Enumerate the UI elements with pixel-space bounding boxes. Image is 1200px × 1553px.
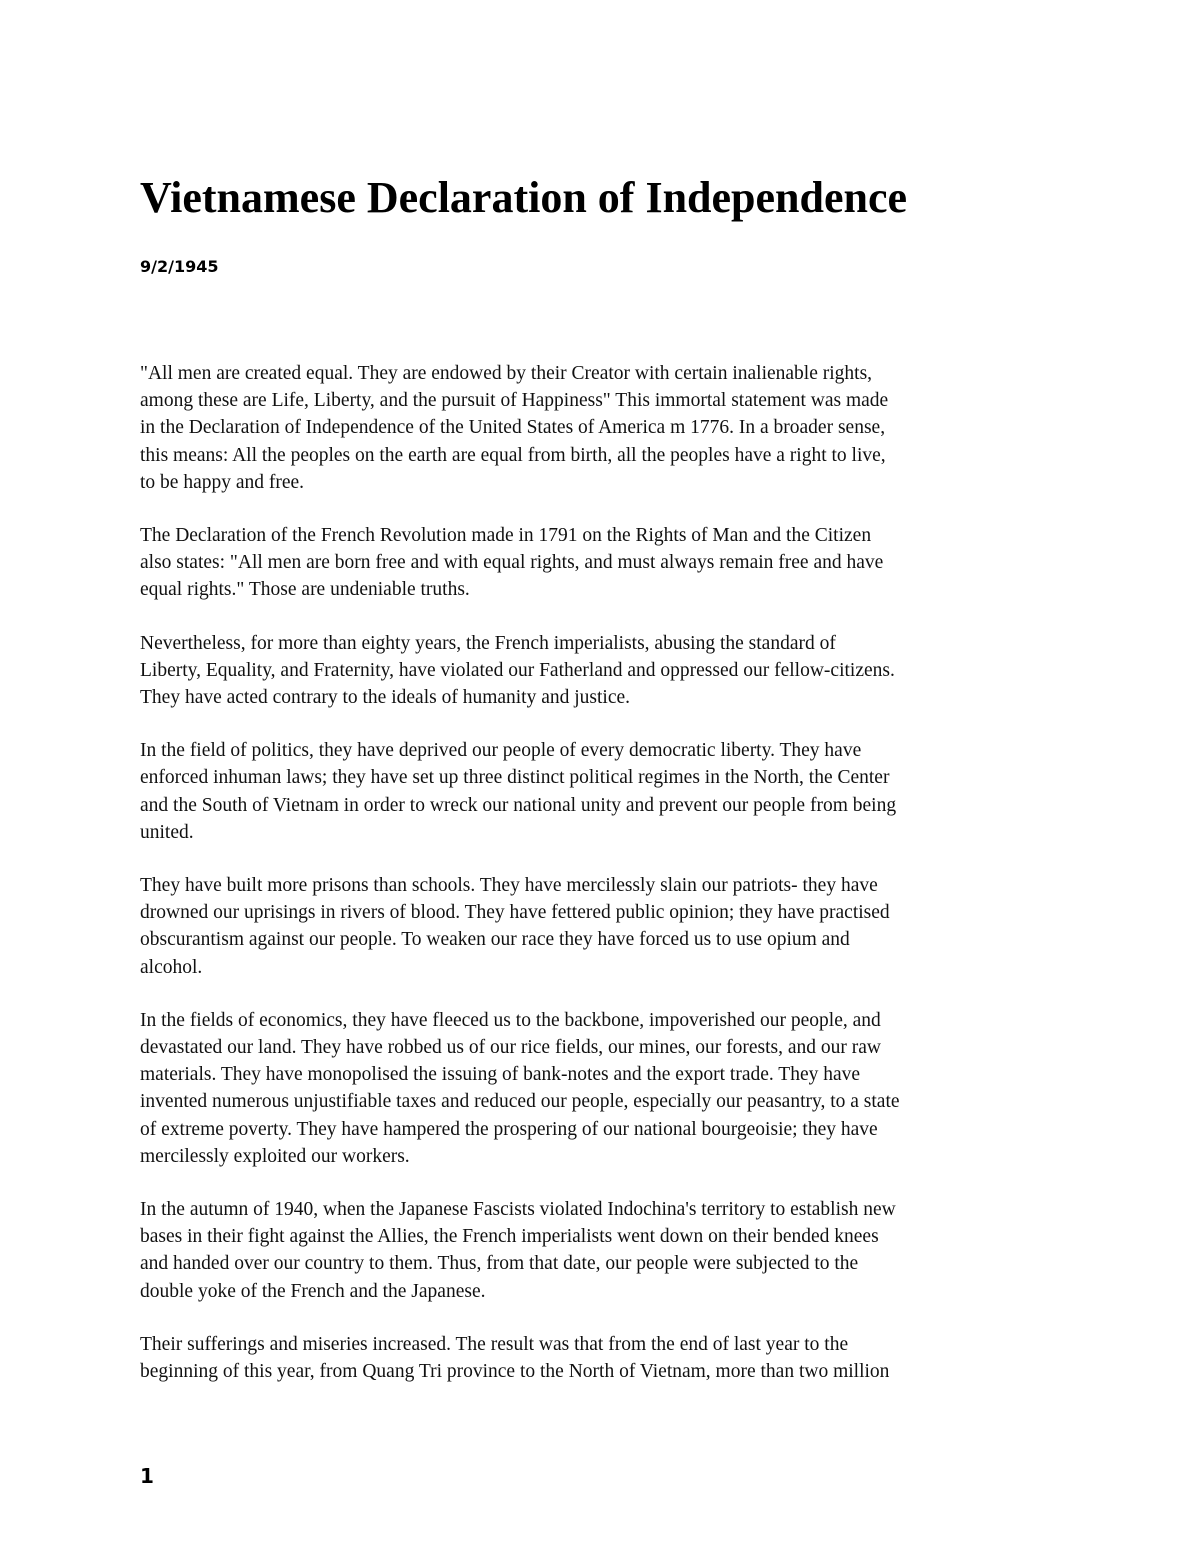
text-line: and the South of Vietnam in order to wreck our national unity and prevent our people from being (140, 794, 897, 816)
page-number: 1 (140, 1464, 154, 1488)
text-line: mercilessly exploited our workers. (140, 1145, 410, 1167)
text-line: enforced inhuman laws; they have set up three distinct political regimes in the North, the Center (140, 767, 890, 789)
paragraph-5 (140, 872, 1065, 981)
text-line: of extreme poverty. They have hampered the prospering of our national bourgeoisie; they have (140, 1118, 878, 1140)
text-line: In the field of politics, they have deprived our people of every democratic liberty. They have (140, 740, 862, 762)
text-line: beginning of this year, from Quang Tri province to the North of Vietnam, more than two million (140, 1361, 890, 1383)
text-line: In the fields of economics, they have fleeced us to the backbone, impoverished our people, and (140, 1009, 881, 1031)
text-line: drowned our uprisings in rivers of blood. They have fettered public opinion; they have practised (140, 902, 890, 924)
paragraph-1 (140, 360, 1065, 496)
document-title: Vietnamese Declaration of Independence (140, 173, 908, 222)
text-line: this means: All the peoples on the earth are equal from birth, all the peoples have a right to live, (140, 444, 886, 466)
paragraph-2 (140, 522, 1065, 604)
paragraph-4 (140, 737, 1065, 846)
text-line: also states: "All men are born free and with equal rights, and must always remain free and have (140, 552, 884, 574)
text-line: double yoke of the French and the Japanese. (140, 1280, 486, 1302)
document-date: 9/2/1945 (140, 257, 219, 276)
text-line: equal rights." Those are undeniable truths. (140, 579, 470, 601)
text-line: bases in their fight against the Allies, the French imperialists went down on their bended knees (140, 1226, 879, 1248)
text-line: They have acted contrary to the ideals of humanity and justice. (140, 687, 631, 709)
text-line: alcohol. (140, 956, 203, 978)
text-line: to be happy and free. (140, 471, 305, 493)
text-line: Liberty, Equality, and Fraternity, have violated our Fatherland and oppressed our fellow-citizens. (140, 659, 895, 681)
text-line: They have built more prisons than schools. They have mercilessly slain our patriots- they have (140, 875, 878, 897)
text-line: The Declaration of the French Revolution made in 1791 on the Rights of Man and the Citizen (140, 525, 872, 547)
paragraph-8 (140, 1331, 1065, 1385)
text-line: Nevertheless, for more than eighty years, the French imperialists, abusing the standard of (140, 632, 836, 654)
paragraph-6 (140, 1007, 1065, 1170)
text-line: Their sufferings and miseries increased. The result was that from the end of last year to the (140, 1333, 849, 1355)
text-line: "All men are created equal. They are endowed by their Creator with certain inalienable rights, (140, 363, 873, 384)
document-body (140, 360, 1065, 1411)
text-line: obscurantism against our people. To weaken our race they have forced us to use opium and (140, 929, 850, 951)
text-line: materials. They have monopolised the issuing of bank-notes and the export trade. They have (140, 1064, 861, 1086)
text-line: and handed over our country to them. Thus, from that date, our people were subjected to the (140, 1253, 859, 1275)
text-line: in the Declaration of Independence of the United States of America m 1776. In a broader sense, (140, 417, 886, 439)
paragraph-3 (140, 630, 1065, 712)
text-line: united. (140, 821, 194, 843)
text-line: among these are Life, Liberty, and the pursuit of Happiness" This immortal statement was made (140, 390, 889, 412)
paragraph-7 (140, 1196, 1065, 1305)
text-line: In the autumn of 1940, when the Japanese Fascists violated Indochina's territory to establish new (140, 1199, 896, 1221)
text-line: devastated our land. They have robbed us of our rice fields, our mines, our forests, and our raw (140, 1037, 881, 1059)
text-line: invented numerous unjustifiable taxes and reduced our people, especially our peasantry, to a state (140, 1091, 900, 1113)
